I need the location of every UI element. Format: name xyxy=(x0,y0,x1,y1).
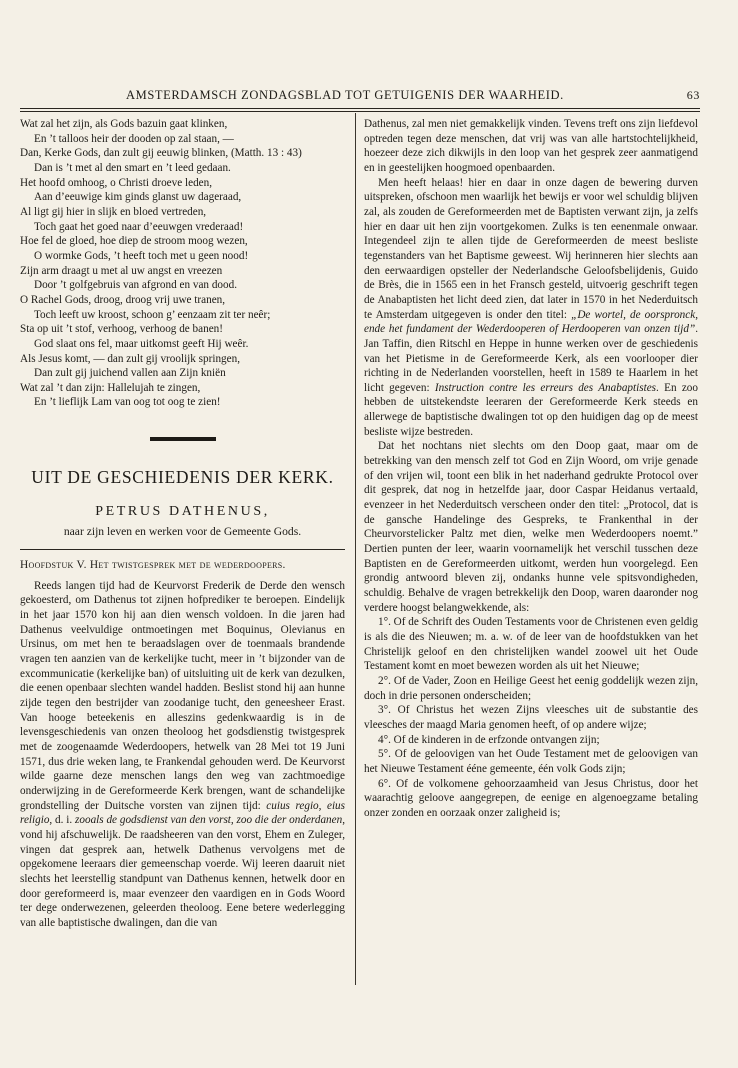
poem-line: God slaat ons fel, maar uitkomst geeft Hij weêr. xyxy=(34,337,249,350)
column-divider xyxy=(355,113,356,985)
poem-line: Sta op uit ’t stof, verhoog, verhoog de banen! xyxy=(20,323,223,336)
article-rule xyxy=(20,549,345,550)
text-run: Men heeft helaas! hier en daar in onze dagen de bewering durven uitspreken, ofschoon men waarlijk het bewijs er voor wel schuldig blijven zal, als zouden de Gereformeerden met de Baptisten verwant zijn, ja zelfs hier en daar uit hen zijn voortgekomen. Zulks is ten eenenmale onwaar. Integendeel zijn te allen tijde de Gereformeerden de meest besliste tegenstanders van het Baptisme geweest. Wij herinneren hier slechts aan den eerwaardigen opsteller der Nederlandsche Geloofsbelijdenis, Guido de Brès, die in 1565 een in het Fransch gesteld, uitvoerig geschrift tegen de Anabaptisten het licht deed zien, dat later in 1570 in het Nederduitsch te Amsterdam uitgegeven is onder den titel: xyxy=(364,176,698,321)
list-item: 5°. Of de geloovigen van het Oude Testament met de geloovigen van het Nieuwe Testament ééne gemeente, één volk Gods zijn; xyxy=(364,748,698,775)
poem-line: Wat zal het zijn, als Gods bazuin gaat klinken, xyxy=(20,118,228,130)
article-title: PETRUS DATHENUS, xyxy=(95,504,270,520)
italic-run: „De wortel, de oorspronck, ende het fundament der Wederdooperen of Herdooperen van onzen tijd” xyxy=(364,308,698,336)
article-subtitle: naar zijn leven en werken voor de Gemeente Gods. xyxy=(63,525,302,539)
poem-line: O wormke Gods, ’t heeft toch met u geen nood! xyxy=(34,249,249,262)
left-column xyxy=(20,117,345,931)
list-item: 2°. Of de Vader, Zoon en Heilige Geest het eenig goddelijk wezen zijn, doch in drie personen onderscheiden; xyxy=(364,674,698,702)
paragraph xyxy=(364,176,698,440)
list-item: 3°. Of Christus het wezen Zijns vleesches uit de substantie des vleesches der maagd Maria genomen heeft, of op andere wijze; xyxy=(364,704,698,731)
poem-line: Toch gaat het goed naar d’eeuwgen vrederaad! xyxy=(34,220,244,233)
text-run: , d. i. xyxy=(49,814,76,827)
poem-line: Het hoofd omhoog, o Christi droeve leden, xyxy=(20,176,213,189)
paragraph: Dathenus, zal men niet gemakkelijk vinden. Tevens treft ons zijn liefdevol optreden tegen deze menschen, dat vrij was van alle hartstochtelijkheid, hoezeer deze zich dikwijls in den loop van het gesprek zeer aanmatigend en in geestelijken hoogmoed openbaarden. xyxy=(364,118,698,174)
poem-line: Dan is ’t met al den smart en ’t leed gedaan. xyxy=(34,161,231,174)
poem xyxy=(20,117,345,410)
header-rule-thin xyxy=(20,111,700,112)
masthead-title: AMSTERDAMSCH ZONDAGSBLAD TOT GETUIGENIS DER WAARHEID. xyxy=(126,88,564,102)
header-rule xyxy=(20,108,700,109)
page-number: 63 xyxy=(686,88,700,102)
italic-run: zooals de godsdienst van den vorst, zoo die der onderdanen xyxy=(75,814,343,827)
poem-line: Wat zal ’t dan zijn: Hallelujah te zingen, xyxy=(20,381,201,394)
italic-run: cuius regio, eius religio xyxy=(20,799,345,827)
paragraph xyxy=(20,579,345,931)
poem-line: O Rachel Gods, droog, droog vrij uwe tranen, xyxy=(20,293,226,306)
italic-run: Instruction contre les erreurs des Anabaptistes xyxy=(434,381,657,394)
poem-line: Toch leeft uw kroost, schoon g’ eenzaam zit ter neêr; xyxy=(34,308,271,321)
text-run: . Jan Taffin, dien Ritschl en Heppe in hunne werken over de geschiedenis van het Pietisme in de Gereformeerde Kerk, als een voorlooper dier richting in de Nederlanden voorstellen, heeft in 1589 te Haarlem in het licht gegeven: xyxy=(364,323,698,394)
right-column xyxy=(364,117,698,821)
poem-line: Al ligt gij hier in slijk en bloed vertreden, xyxy=(20,205,207,218)
poem-line: Door ’t golfgebruis van afgrond en van dood. xyxy=(34,279,237,292)
text-run: Reeds langen tijd had de Keurvorst Frederik de Derde den wensch gekoesterd, om Dathenus tot zijnen hofprediker te beroepen. Eindelijk in het jaar 1570 kon hij aan dien wensch voldoen. In die jaren had Dathenus veelvuldige ontmoetingen met Boquinus, Olevianus en Ursinus, om met hen te beraadslagen over de toenmaals brandende vragen ten aanzien van de kerkelijke tucht, meer in ’t bijzonder van de excommunicatie (kerkelijke ban) of uitsluiting uit de kerk van dezulken, die eenen openbaar slechten wandel hadden. Beslist stond hij aan hunne zijde tegen den bestrijder van zoodanige tucht, den geneesheer Erast. Van hooge beteekenis en alleszins gedenkwaardig is in de levensgeschiedenis van onzen theoloog het godsdienstig twistgesprek met de zoogenaamde Wederdoopers, hetwelk van 28 Mei tot 19 Juni 1571, dus drie weken lang, te Frankendal gehouden werd. De Keurvorst wilde gaarne deze menschen langs den weg van zachtmoedige onderwijzing in de Gereformeerde Kerk brengen, want de schandelijke grondstelling der Duitsche vorsten van zijnen tijd: xyxy=(20,579,345,812)
text-run: , vond hij afschuwelijk. De raadsheeren van den vorst, Ehem en Zuleger, vingen dat gesprek aan, hetwelk Dathenus vervolgens met de opgekomene leeraars dier gemeenschap voerde. Wij leeren daaruit niet slechts het leerstellig standpunt van Dathenus kennen, hetwelk door en door gereformeerd is, maar evenzeer den vaardigen en in Gods Woord ter dege onderwezenen, geleerden theoloog. Eene betere wederlegging van alle baptistische dwalingen, dan die van xyxy=(20,814,346,929)
list-item: 1°. Of de Schrift des Ouden Testaments voor de Christenen even geldig is als die des Nieuwen; m. a. w. of de leer van de hoofdstukken van het Christelijk geloof en den christelijken wandel zoowel uit het Oude Testament komt en moet bewezen worden als uit het Nieuwe; xyxy=(364,616,698,673)
poem-line: En ’t talloos heir der dooden op zal staan, — xyxy=(34,132,234,145)
poem-line: Zijn arm draagt u met al uw angst en vreezen xyxy=(20,264,223,277)
section-title: UIT DE GESCHIEDENIS DER KERK. xyxy=(31,467,334,488)
poem-line: Dan zult gij juichend vallen aan Zijn kniën xyxy=(34,367,226,380)
paragraph: Dat het nochtans niet slechts om den Doop gaat, maar om de betrekking van den mensch zelf tot God en Zijn Woord, om vrije genade of den vrijen wil, toont een blik in het naderhand gedrukte Protocol over dit gesprek, dat nog in hetzelfde jaar, door Caspar Heidanus vertaald, evenzeer in het Nederduitsch verscheen onder den titel: „Protocol, dat is de gansche Handelinge des Gespreks, te Frankenthal in der Cheurvorstelicker Paltz met dien, welke men Wederdoopers noemt.” Dertien punten der leer, waarin voornamelijk het verschil tusschen deze Baptisten en de Gereformeerden uitkomt, werden hun voorgelegd. Een grondig antwoord bleven zij, ondanks hunne vele spitsvondigheden, schuldig. Behalve de vragen betrekkelijk den Doop, waren daaronder nog verdere hoogst belangwekkende, als: xyxy=(364,440,698,614)
poem-line: Aan d’eeuwige kim ginds glanst uw dageraad, xyxy=(34,191,242,204)
list-item: 4°. Of de kinderen in de erfzonde ontvangen zijn; xyxy=(378,733,600,746)
page-header xyxy=(20,86,700,106)
section-separator xyxy=(150,437,216,441)
chapter-heading: Hoofdstuk V. Het twistgesprek met de wederdoopers. xyxy=(20,559,286,572)
poem-line: Dan, Kerke Gods, dan zult gij eeuwig blinken, (Matth. 13 : 43) xyxy=(20,147,302,160)
text-run: . En zoo hebben de uitstekendste leeraren der Gereformeerde Kerk steeds en allerwege de baptistische dwalingen tot op den huidigen dag op de meest besliste wijze bestreden. xyxy=(364,381,698,438)
poem-line: Als Jesus komt, — dan zult gij vroolijk springen, xyxy=(20,352,241,365)
poem-line: En ’t lieflijk Lam van oog tot oog te zien! xyxy=(34,396,221,409)
poem-line: Hoe fel de gloed, hoe diep de stroom moog wezen, xyxy=(20,235,248,248)
list-item: 6°. Of de volkomene gehoorzaamheid van Jesus Christus, door het waarachtig geloove aangegrepen, de eenige en algenoegzame betaling onzer zonden en oorzaak onzer zaligheid is; xyxy=(364,777,698,819)
